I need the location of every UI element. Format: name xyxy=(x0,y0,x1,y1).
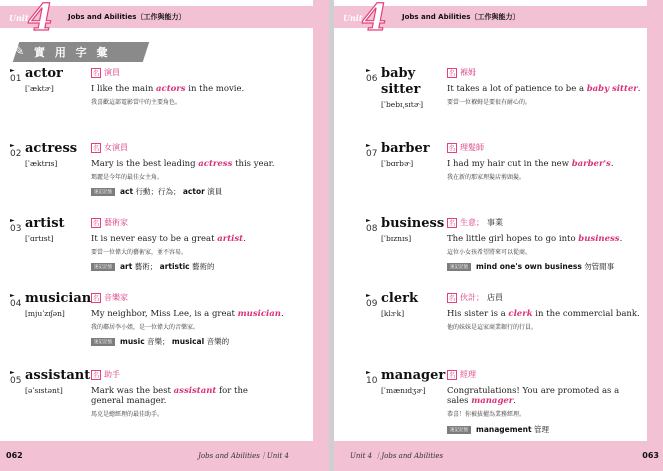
play-arrow-icon[interactable]: ► xyxy=(10,142,15,149)
memory-word-meaning: 管理 xyxy=(533,425,549,434)
example-highlight: baby sitter xyxy=(586,84,638,94)
footer-title: Jobs and Abilities｜Unit 4 xyxy=(198,452,289,460)
unit-badge xyxy=(6,0,62,39)
example-text: His sister is a xyxy=(447,309,509,319)
example-sentence xyxy=(447,386,627,406)
example-text: . xyxy=(280,309,284,319)
memory-word-meaning: 音樂的 xyxy=(206,337,230,346)
entry-pos-meaning xyxy=(447,67,476,78)
example-text: My neighbor, Miss Lee, is a great xyxy=(91,309,238,319)
example-text: . xyxy=(610,159,614,169)
entry-ipa: [ˈæktɚ] xyxy=(25,84,54,93)
memory-text xyxy=(120,261,215,272)
example-text: this year. xyxy=(232,159,275,169)
memory-text xyxy=(476,424,549,435)
example-sentence xyxy=(91,386,281,406)
left-page xyxy=(0,0,329,471)
entry-meaning-2: 店員 xyxy=(487,293,503,302)
memory-word: artistic xyxy=(159,262,190,271)
entry-word: artist xyxy=(25,216,65,231)
example-text: I had my hair cut in the new xyxy=(447,159,572,169)
example-translation: 要當一位褓姆是要很有耐心的。 xyxy=(447,99,532,106)
entry-word: assistant xyxy=(25,368,91,383)
right-page xyxy=(334,0,663,471)
unit-word: Unit xyxy=(9,13,29,23)
memory-word: actor xyxy=(182,187,205,196)
memory-text xyxy=(120,186,222,197)
entry-number: 09 xyxy=(366,299,378,309)
example-translation: 這位小女孩希望將來可以從商。 xyxy=(447,249,532,256)
play-arrow-icon[interactable]: ► xyxy=(10,217,15,224)
entry-ipa: [ˈmænɪdʒɚ] xyxy=(381,386,426,395)
section-label: 實 用 字 彙 xyxy=(34,46,111,59)
entry-meaning: 經理 xyxy=(460,370,476,379)
memory-word-meaning: 藝術； xyxy=(134,262,158,271)
play-arrow-icon[interactable]: ► xyxy=(10,67,15,74)
entry-word: barber xyxy=(381,141,430,156)
entry-ipa: [klɝk] xyxy=(381,309,405,318)
example-text: . xyxy=(637,84,641,94)
entry-meaning: 女演員 xyxy=(104,143,128,152)
noun-tag: 名 xyxy=(92,218,100,227)
example-translation: 恭喜！你被拔擢為業務經理。 xyxy=(447,411,526,418)
memory-word: art xyxy=(120,262,133,271)
noun-tag: 名 xyxy=(92,370,100,379)
entry-meaning: 藝術家 xyxy=(104,218,128,227)
entry-meaning: 理髮師 xyxy=(460,143,484,152)
entry-ipa: [ˈbebɪ͵sɪtɚ] xyxy=(381,100,424,109)
noun-tag: 名 xyxy=(92,293,100,302)
example-translation: 我的鄰居李小姐，是一位偉大的音樂家。 xyxy=(91,324,200,331)
memory-tip xyxy=(447,261,614,272)
unit-number: 4 xyxy=(362,0,388,39)
example-translation: 馬克是總經理的最佳助手。 xyxy=(91,411,164,418)
entry-meaning: 音樂家 xyxy=(104,293,128,302)
example-text: Congratulations! You are promoted as a sales xyxy=(447,386,620,407)
entry-meaning: 演員 xyxy=(104,68,120,77)
entry-meaning: 助手 xyxy=(104,370,120,379)
memory-word: music xyxy=(120,337,145,346)
example-text: I like the main xyxy=(91,84,157,94)
example-translation: 他的妹妹是這家商業銀行的行員。 xyxy=(447,324,538,331)
example-text: . xyxy=(619,234,623,244)
entry-number: 04 xyxy=(10,299,22,309)
unit-badge xyxy=(340,0,396,39)
noun-tag: 名 xyxy=(92,143,100,152)
play-arrow-icon[interactable]: ► xyxy=(10,369,15,376)
footer-band xyxy=(0,441,329,471)
entry-number: 06 xyxy=(366,74,378,84)
entry-word: actor xyxy=(25,66,63,81)
entry-number: 05 xyxy=(10,376,22,386)
example-translation: 要當一位偉大的藝術家，並不容易。 xyxy=(91,249,188,256)
noun-tag: 名 xyxy=(92,68,100,77)
edge-tab-top xyxy=(313,0,329,28)
memory-word-meaning: 藝術的 xyxy=(192,262,215,271)
example-text: in the commercial bank. xyxy=(532,309,640,319)
entry-pos-meaning xyxy=(447,292,503,303)
example-sentence xyxy=(91,234,297,244)
entry-ipa: [ˈæktrɪs] xyxy=(25,159,58,168)
entry-ipa: [ˈbɑrbɚ] xyxy=(381,159,414,168)
example-text: . xyxy=(243,234,246,244)
memory-word: mind one's own business xyxy=(476,262,582,271)
memory-tag: 速記記憶 xyxy=(91,263,115,271)
unit-word: Unit xyxy=(343,13,363,23)
entry-meaning: 伙計； xyxy=(460,293,484,302)
entry-number: 03 xyxy=(10,224,22,234)
memory-tip xyxy=(91,336,229,347)
example-translation: 我喜歡這部電影當中的主要角色。 xyxy=(91,99,182,106)
entry-pos-meaning xyxy=(447,217,503,228)
memory-word: management xyxy=(476,425,532,434)
example-highlight: clerk xyxy=(508,309,533,319)
play-arrow-icon[interactable]: ► xyxy=(366,369,371,376)
example-highlight: barber's xyxy=(571,159,611,169)
example-translation: 瑪麗是今年的最佳女主角。 xyxy=(91,174,164,181)
memory-word: act xyxy=(120,187,134,196)
edge-tab-top xyxy=(647,0,663,28)
play-arrow-icon[interactable]: ► xyxy=(10,292,15,299)
play-arrow-icon[interactable]: ► xyxy=(366,217,371,224)
entry-word: manager xyxy=(381,368,446,383)
entry-number: 08 xyxy=(366,224,378,234)
example-text: for the general manager. xyxy=(91,386,248,407)
example-sentence xyxy=(91,159,297,169)
pencil-icon: ✎ xyxy=(13,44,25,59)
memory-tip xyxy=(91,261,215,272)
footer-band xyxy=(334,441,663,471)
example-sentence xyxy=(447,309,653,319)
example-text: It takes a lot of patience to be a xyxy=(447,84,587,94)
entry-number: 02 xyxy=(10,149,22,159)
noun-tag: 名 xyxy=(448,293,456,302)
page-number: 063 xyxy=(642,451,659,460)
memory-tip xyxy=(91,186,222,197)
example-sentence xyxy=(447,159,653,169)
example-highlight: actors xyxy=(156,84,186,94)
entry-ipa: [ˈbɪznɪs] xyxy=(381,234,412,243)
example-highlight: actress xyxy=(198,159,233,169)
memory-word: musical xyxy=(171,337,205,346)
entry-word: clerk xyxy=(381,291,418,306)
page-number: 062 xyxy=(6,451,23,460)
example-highlight: musician xyxy=(237,309,281,319)
example-highlight: manager xyxy=(471,396,514,407)
entry-pos-meaning xyxy=(91,292,128,303)
entry-word: business xyxy=(381,216,445,231)
section-heading xyxy=(6,42,156,62)
play-arrow-icon[interactable]: ► xyxy=(366,142,371,149)
example-text: It is never easy to be a great xyxy=(91,234,218,244)
memory-text xyxy=(120,336,229,347)
example-text: Mary is the best leading xyxy=(91,159,199,169)
example-text: . xyxy=(513,396,516,407)
entry-meaning: 生意； xyxy=(460,218,484,227)
header-title: Jobs and Abilities〔工作與能力〕 xyxy=(402,13,520,21)
entry-ipa: [ˈɑrtɪst] xyxy=(25,234,54,243)
example-sentence xyxy=(91,84,297,94)
entry-pos-meaning xyxy=(447,142,484,153)
example-highlight: assistant xyxy=(173,386,217,396)
entry-ipa: [əˈsɪstənt] xyxy=(25,386,63,395)
entry-number: 07 xyxy=(366,149,378,159)
header-title: Jobs and Abilities〔工作與能力〕 xyxy=(68,13,186,21)
entry-pos-meaning xyxy=(91,142,128,153)
noun-tag: 名 xyxy=(448,143,456,152)
entry-pos-meaning xyxy=(91,67,120,78)
page-edge-tab xyxy=(313,28,329,441)
memory-word-meaning: 演員 xyxy=(207,187,223,196)
unit-number: 4 xyxy=(28,0,54,39)
memory-tip xyxy=(447,424,549,435)
entry-pos-meaning xyxy=(91,217,128,228)
memory-word-meaning: 勿管閒事 xyxy=(584,262,615,271)
memory-tag: 速記記憶 xyxy=(447,426,471,434)
entry-ipa: [mjuˈzɪʃən] xyxy=(25,309,65,318)
entry-number: 01 xyxy=(10,74,22,84)
example-sentence xyxy=(91,309,297,319)
example-translation: 我在新的那家理髮店剪頭髮。 xyxy=(447,174,526,181)
noun-tag: 名 xyxy=(448,370,456,379)
noun-tag: 名 xyxy=(448,218,456,227)
play-arrow-icon[interactable]: ► xyxy=(366,67,371,74)
entry-meaning-2: 事業 xyxy=(487,218,503,227)
example-highlight: artist xyxy=(217,234,244,244)
entry-pos-meaning xyxy=(447,369,476,380)
memory-tag: 速記記憶 xyxy=(91,188,115,196)
noun-tag: 名 xyxy=(448,68,456,77)
entry-word: musician xyxy=(25,291,92,306)
memory-tag: 速記記憶 xyxy=(447,263,471,271)
footer-title: Unit 4 ｜Jobs and Abilities xyxy=(350,452,444,460)
entry-number: 10 xyxy=(366,376,378,386)
memory-text xyxy=(476,261,614,272)
entry-meaning: 褓姆 xyxy=(460,68,476,77)
entry-pos-meaning xyxy=(91,369,120,380)
memory-word-meaning: 音樂； xyxy=(147,337,170,346)
example-text: in the movie. xyxy=(185,84,245,94)
example-highlight: business xyxy=(578,234,620,244)
example-text: The little girl hopes to go into xyxy=(447,234,579,244)
memory-word-meaning: 行動；行為； xyxy=(135,187,181,196)
entry-word: baby sitter xyxy=(381,66,421,98)
example-sentence xyxy=(447,84,653,94)
play-arrow-icon[interactable]: ► xyxy=(366,292,371,299)
example-text: Mark was the best xyxy=(91,386,174,396)
example-sentence xyxy=(447,234,653,244)
memory-tag: 速記記憶 xyxy=(91,338,115,346)
entry-word: actress xyxy=(25,141,78,156)
